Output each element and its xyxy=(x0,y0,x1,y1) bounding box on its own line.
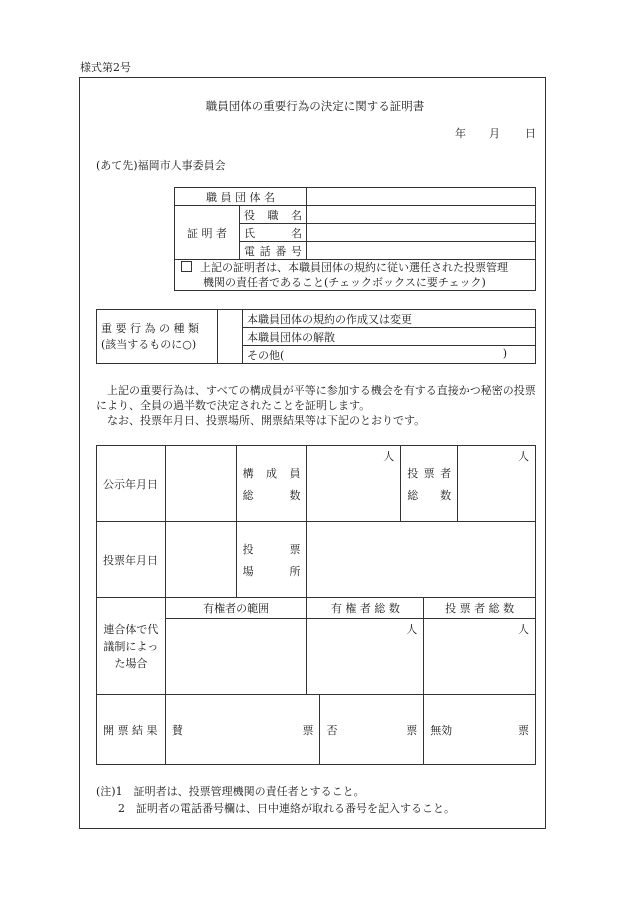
eligible-total-value[interactable] xyxy=(307,619,424,695)
position-label: 役 職 名 xyxy=(240,206,307,224)
voter-total-label-fed: 投 票 者 総 数 xyxy=(424,598,536,619)
eligible-scope-label: 有権者の範囲 xyxy=(165,598,307,619)
other-close: ) xyxy=(502,346,507,360)
yes-unit: 票 xyxy=(302,723,314,737)
no-label: 否 xyxy=(326,723,338,737)
action-type-label-1: 重 要 行 為 の 種 類 xyxy=(101,321,199,335)
yes-label: 賛 xyxy=(171,723,183,737)
vote-date-value[interactable] xyxy=(165,522,236,598)
checkbox-icon[interactable] xyxy=(181,261,192,272)
checkbox-text-2: 機関の責任者であること(チェックボックスに要チェック) xyxy=(203,276,486,289)
voter-total-fed-value[interactable] xyxy=(424,619,536,695)
member-total-value[interactable] xyxy=(307,446,401,522)
unit-person: 人 xyxy=(383,450,395,463)
action-type-label-2: (該当するものに○) xyxy=(101,337,197,351)
invalid-votes-cell[interactable] xyxy=(424,695,536,765)
document-title: 職員団体の重要行為の決定に関する証明書 xyxy=(205,99,425,113)
action-mark-column[interactable] xyxy=(218,310,243,364)
vote-place-label-2: 場 所 xyxy=(242,564,301,578)
vote-place-value[interactable] xyxy=(307,522,536,598)
vote-date-label: 投票年月日 xyxy=(97,522,166,598)
eligible-total-label: 有 権 者 総 数 xyxy=(307,598,424,619)
action-option-1[interactable]: 本職員団体の規約の作成又は変更 xyxy=(243,310,536,328)
date-day: 日 xyxy=(525,127,536,140)
result-label: 開 票 結 果 xyxy=(97,695,166,765)
member-total-label xyxy=(236,446,307,522)
phone-label: 電話番号 xyxy=(240,242,307,260)
notes xyxy=(96,783,455,817)
voter-total-label xyxy=(401,446,458,522)
unit-person: 人 xyxy=(518,450,529,463)
action-option-other[interactable] xyxy=(243,346,536,364)
voter-total-value[interactable] xyxy=(458,446,536,522)
action-type-label xyxy=(97,310,218,364)
announce-date-label: 公示年月日 xyxy=(97,446,166,522)
note-2: 2 証明者の電話番号欄は、日中連絡が取れる番号を記入すること。 xyxy=(118,802,455,815)
phone-value[interactable] xyxy=(307,242,536,260)
no-votes-cell[interactable] xyxy=(320,695,424,765)
certification-paragraph xyxy=(96,383,546,428)
vote-table xyxy=(96,445,536,765)
member-total-label-2: 総 数 xyxy=(242,488,301,502)
date-month: 月 xyxy=(489,127,500,140)
form-number: 様式第2号 xyxy=(80,61,131,74)
eligible-scope-value[interactable] xyxy=(165,619,307,695)
invalid-label: 無効 xyxy=(430,723,453,737)
certifier-table xyxy=(174,187,536,291)
name-label: 氏 名 xyxy=(240,224,307,242)
vote-place-label xyxy=(236,522,307,598)
voter-total-label-2: 総 数 xyxy=(407,488,452,502)
certifier-label: 証 明 者 xyxy=(175,206,240,260)
certifier-checkbox-row[interactable] xyxy=(175,260,536,291)
checkbox-text-1: 上記の証明者は、本職員団体の規約に従い選任された投票管理 xyxy=(200,261,508,274)
org-name-label: 職 員 団 体 名 xyxy=(175,188,307,206)
action-option-2[interactable]: 本職員団体の解散 xyxy=(243,328,536,346)
unit-person: 人 xyxy=(518,623,529,636)
vote-place-label-1: 投 票 xyxy=(242,542,301,556)
other-label: その他( xyxy=(247,348,285,362)
action-type-table xyxy=(96,309,536,364)
org-name-value[interactable] xyxy=(307,188,536,206)
no-unit: 票 xyxy=(406,723,418,737)
name-value[interactable] xyxy=(307,224,536,242)
date-year: 年 xyxy=(455,127,466,140)
paragraph-line-1: 上記の重要行為は、すべての構成員が平等に参加する機会を有する直接かつ秘密の投票により、全員の過半数で決定されたことを証明します。 xyxy=(96,384,536,412)
note-1: (注)1 証明者は、投票管理機関の責任者とすること。 xyxy=(96,785,365,798)
member-total-label-1: 構 成 員 xyxy=(242,466,301,480)
announce-date-value[interactable] xyxy=(165,446,236,522)
yes-votes-cell[interactable] xyxy=(165,695,320,765)
paragraph-line-2: なお、投票年月日、投票場所、開票結果等は下記のとおりです。 xyxy=(107,414,426,427)
addressee: (あて先)福岡市人事委員会 xyxy=(96,159,226,172)
voter-total-label-1: 投 票 者 xyxy=(407,466,452,480)
invalid-unit: 票 xyxy=(518,723,529,737)
position-value[interactable] xyxy=(307,206,536,224)
federation-label: 連合体で代議制によった場合 xyxy=(97,598,166,695)
unit-person: 人 xyxy=(406,623,418,636)
